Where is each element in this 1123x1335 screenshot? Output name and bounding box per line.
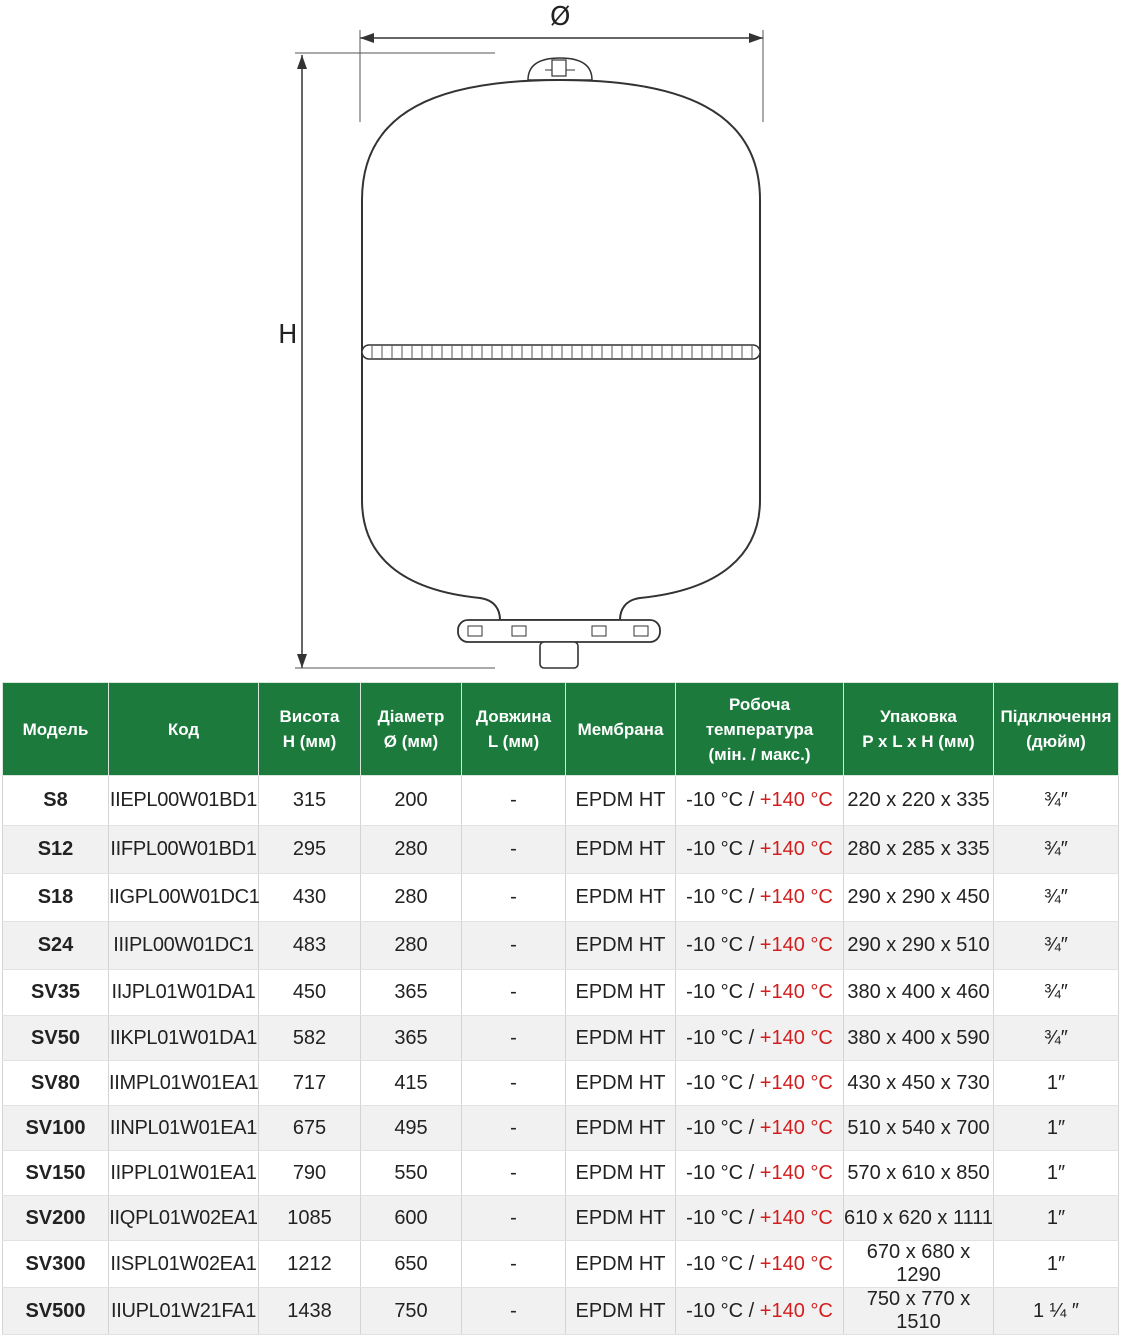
header-length: Довжина L (мм) (462, 683, 566, 776)
cell-connection: ¾″ (994, 874, 1119, 922)
height-label: H (278, 320, 298, 350)
cell-height: 483 (259, 922, 361, 970)
cell-connection: 1″ (994, 1241, 1119, 1288)
cell-diameter: 650 (361, 1241, 462, 1288)
cell-connection: ¾″ (994, 826, 1119, 874)
cell-code: IIQPL01W02EA1 (109, 1196, 259, 1241)
cell-packaging: 670 x 680 x 1290 (844, 1241, 994, 1288)
cell-height: 1085 (259, 1196, 361, 1241)
spec-table (2, 682, 1119, 1335)
cell-height: 582 (259, 1016, 361, 1061)
table-row (3, 922, 1119, 970)
cell-diameter: 750 (361, 1288, 462, 1335)
cell-length: - (462, 874, 566, 922)
cell-length: - (462, 776, 566, 826)
cell-connection: 1″ (994, 1196, 1119, 1241)
cell-diameter: 280 (361, 922, 462, 970)
cell-packaging: 570 x 610 x 850 (844, 1151, 994, 1196)
cell-length: - (462, 1106, 566, 1151)
cell-height: 675 (259, 1106, 361, 1151)
cell-code: IIUPL01W21FA1 (109, 1288, 259, 1335)
cell-height: 430 (259, 874, 361, 922)
cell-temperature: -10 °C / +140 °C (676, 970, 844, 1016)
cell-length: - (462, 1016, 566, 1061)
header-model: Модель (3, 683, 109, 776)
cell-connection: 1″ (994, 1106, 1119, 1151)
cell-temperature: -10 °C / +140 °C (676, 1106, 844, 1151)
cell-diameter: 495 (361, 1106, 462, 1151)
cell-temperature: -10 °C / +140 °C (676, 1061, 844, 1106)
cell-temperature: -10 °C / +140 °C (676, 1016, 844, 1061)
cell-code: IIGPL00W01DC1 (109, 874, 259, 922)
cell-packaging: 380 x 400 x 590 (844, 1016, 994, 1061)
cell-connection: ¾″ (994, 922, 1119, 970)
cell-packaging: 610 x 620 x 1111 (844, 1196, 994, 1241)
cell-model: S12 (3, 826, 109, 874)
cell-temperature: -10 °C / +140 °C (676, 776, 844, 826)
cell-diameter: 365 (361, 1016, 462, 1061)
cell-membrane: EPDM HT (566, 1061, 676, 1106)
cell-connection: ¾″ (994, 776, 1119, 826)
cell-membrane: EPDM HT (566, 1106, 676, 1151)
cell-height: 315 (259, 776, 361, 826)
cell-packaging: 290 x 290 x 510 (844, 922, 994, 970)
cell-diameter: 280 (361, 874, 462, 922)
cell-membrane: EPDM HT (566, 1241, 676, 1288)
cell-height: 1212 (259, 1241, 361, 1288)
cell-length: - (462, 1241, 566, 1288)
header-diameter: Діаметр Ø (мм) (361, 683, 462, 776)
table-row (3, 1061, 1119, 1106)
cell-connection: 1″ (994, 1151, 1119, 1196)
cell-height: 295 (259, 826, 361, 874)
cell-connection: 1″ (994, 1061, 1119, 1106)
cell-temperature: -10 °C / +140 °C (676, 874, 844, 922)
cell-height: 717 (259, 1061, 361, 1106)
cell-membrane: EPDM HT (566, 922, 676, 970)
cell-model: S24 (3, 922, 109, 970)
cell-height: 790 (259, 1151, 361, 1196)
cell-model: S8 (3, 776, 109, 826)
cell-connection: 1 ¼ ″ (994, 1288, 1119, 1335)
cell-connection: ¾″ (994, 970, 1119, 1016)
cell-membrane: EPDM HT (566, 1016, 676, 1061)
cell-packaging: 290 x 290 x 450 (844, 874, 994, 922)
base-plate (458, 620, 660, 642)
cell-packaging: 430 x 450 x 730 (844, 1061, 994, 1106)
table-row (3, 1151, 1119, 1196)
cell-model: SV200 (3, 1196, 109, 1241)
cell-packaging: 220 x 220 x 335 (844, 776, 994, 826)
cell-diameter: 600 (361, 1196, 462, 1241)
diameter-label: Ø (550, 2, 571, 32)
cell-length: - (462, 970, 566, 1016)
cell-diameter: 365 (361, 970, 462, 1016)
cell-membrane: EPDM HT (566, 826, 676, 874)
cell-length: - (462, 1061, 566, 1106)
cell-code: IIFPL00W01BD1 (109, 826, 259, 874)
cell-model: SV100 (3, 1106, 109, 1151)
cell-membrane: EPDM HT (566, 1196, 676, 1241)
table-header-row (3, 683, 1119, 776)
cell-code: IIIPL00W01DC1 (109, 922, 259, 970)
table-row (3, 826, 1119, 874)
cell-code: IIMPL01W01EA1 (109, 1061, 259, 1106)
cell-packaging: 380 x 400 x 460 (844, 970, 994, 1016)
header-temperature: Робоча температура (мін. / макс.) (676, 683, 844, 776)
cell-packaging: 510 x 540 x 700 (844, 1106, 994, 1151)
header-packaging: Упаковка P x L x H (мм) (844, 683, 994, 776)
cell-height: 450 (259, 970, 361, 1016)
table-row (3, 1106, 1119, 1151)
cell-diameter: 415 (361, 1061, 462, 1106)
header-code: Код (109, 683, 259, 776)
cell-membrane: EPDM HT (566, 1288, 676, 1335)
cell-membrane: EPDM HT (566, 1151, 676, 1196)
table-row (3, 1196, 1119, 1241)
cell-diameter: 200 (361, 776, 462, 826)
header-membrane: Мембрана (566, 683, 676, 776)
cell-model: SV150 (3, 1151, 109, 1196)
cell-temperature: -10 °C / +140 °C (676, 922, 844, 970)
table-row (3, 776, 1119, 826)
outlet-fitting (540, 642, 578, 668)
cell-temperature: -10 °C / +140 °C (676, 1196, 844, 1241)
cell-temperature: -10 °C / +140 °C (676, 826, 844, 874)
cell-code: IIKPL01W01DA1 (109, 1016, 259, 1061)
header-connection: Підключення (дюйм) (994, 683, 1119, 776)
cell-connection: ¾″ (994, 1016, 1119, 1061)
cell-membrane: EPDM HT (566, 874, 676, 922)
table-row (3, 1241, 1119, 1288)
cell-model: SV300 (3, 1241, 109, 1288)
table-row (3, 1288, 1119, 1335)
table-row (3, 874, 1119, 922)
cell-code: IISPL01W02EA1 (109, 1241, 259, 1288)
cell-code: IIJPL01W01DA1 (109, 970, 259, 1016)
cell-membrane: EPDM HT (566, 776, 676, 826)
header-height: Висота H (мм) (259, 683, 361, 776)
cell-length: - (462, 1151, 566, 1196)
cell-length: - (462, 826, 566, 874)
table-row (3, 970, 1119, 1016)
cell-membrane: EPDM HT (566, 970, 676, 1016)
cell-length: - (462, 1288, 566, 1335)
cell-model: SV500 (3, 1288, 109, 1335)
cell-length: - (462, 922, 566, 970)
cell-packaging: 280 x 285 x 335 (844, 826, 994, 874)
cell-model: S18 (3, 874, 109, 922)
cell-code: IIPPL01W01EA1 (109, 1151, 259, 1196)
cell-packaging: 750 x 770 x 1510 (844, 1288, 994, 1335)
cell-model: SV80 (3, 1061, 109, 1106)
cell-code: IINPL01W01EA1 (109, 1106, 259, 1151)
cell-length: - (462, 1196, 566, 1241)
cell-code: IIEPL00W01BD1 (109, 776, 259, 826)
cell-temperature: -10 °C / +140 °C (676, 1241, 844, 1288)
cell-temperature: -10 °C / +140 °C (676, 1288, 844, 1335)
table-row (3, 1016, 1119, 1061)
cell-temperature: -10 °C / +140 °C (676, 1151, 844, 1196)
cell-diameter: 550 (361, 1151, 462, 1196)
cell-height: 1438 (259, 1288, 361, 1335)
cell-model: SV50 (3, 1016, 109, 1061)
cell-diameter: 280 (361, 826, 462, 874)
cell-model: SV35 (3, 970, 109, 1016)
